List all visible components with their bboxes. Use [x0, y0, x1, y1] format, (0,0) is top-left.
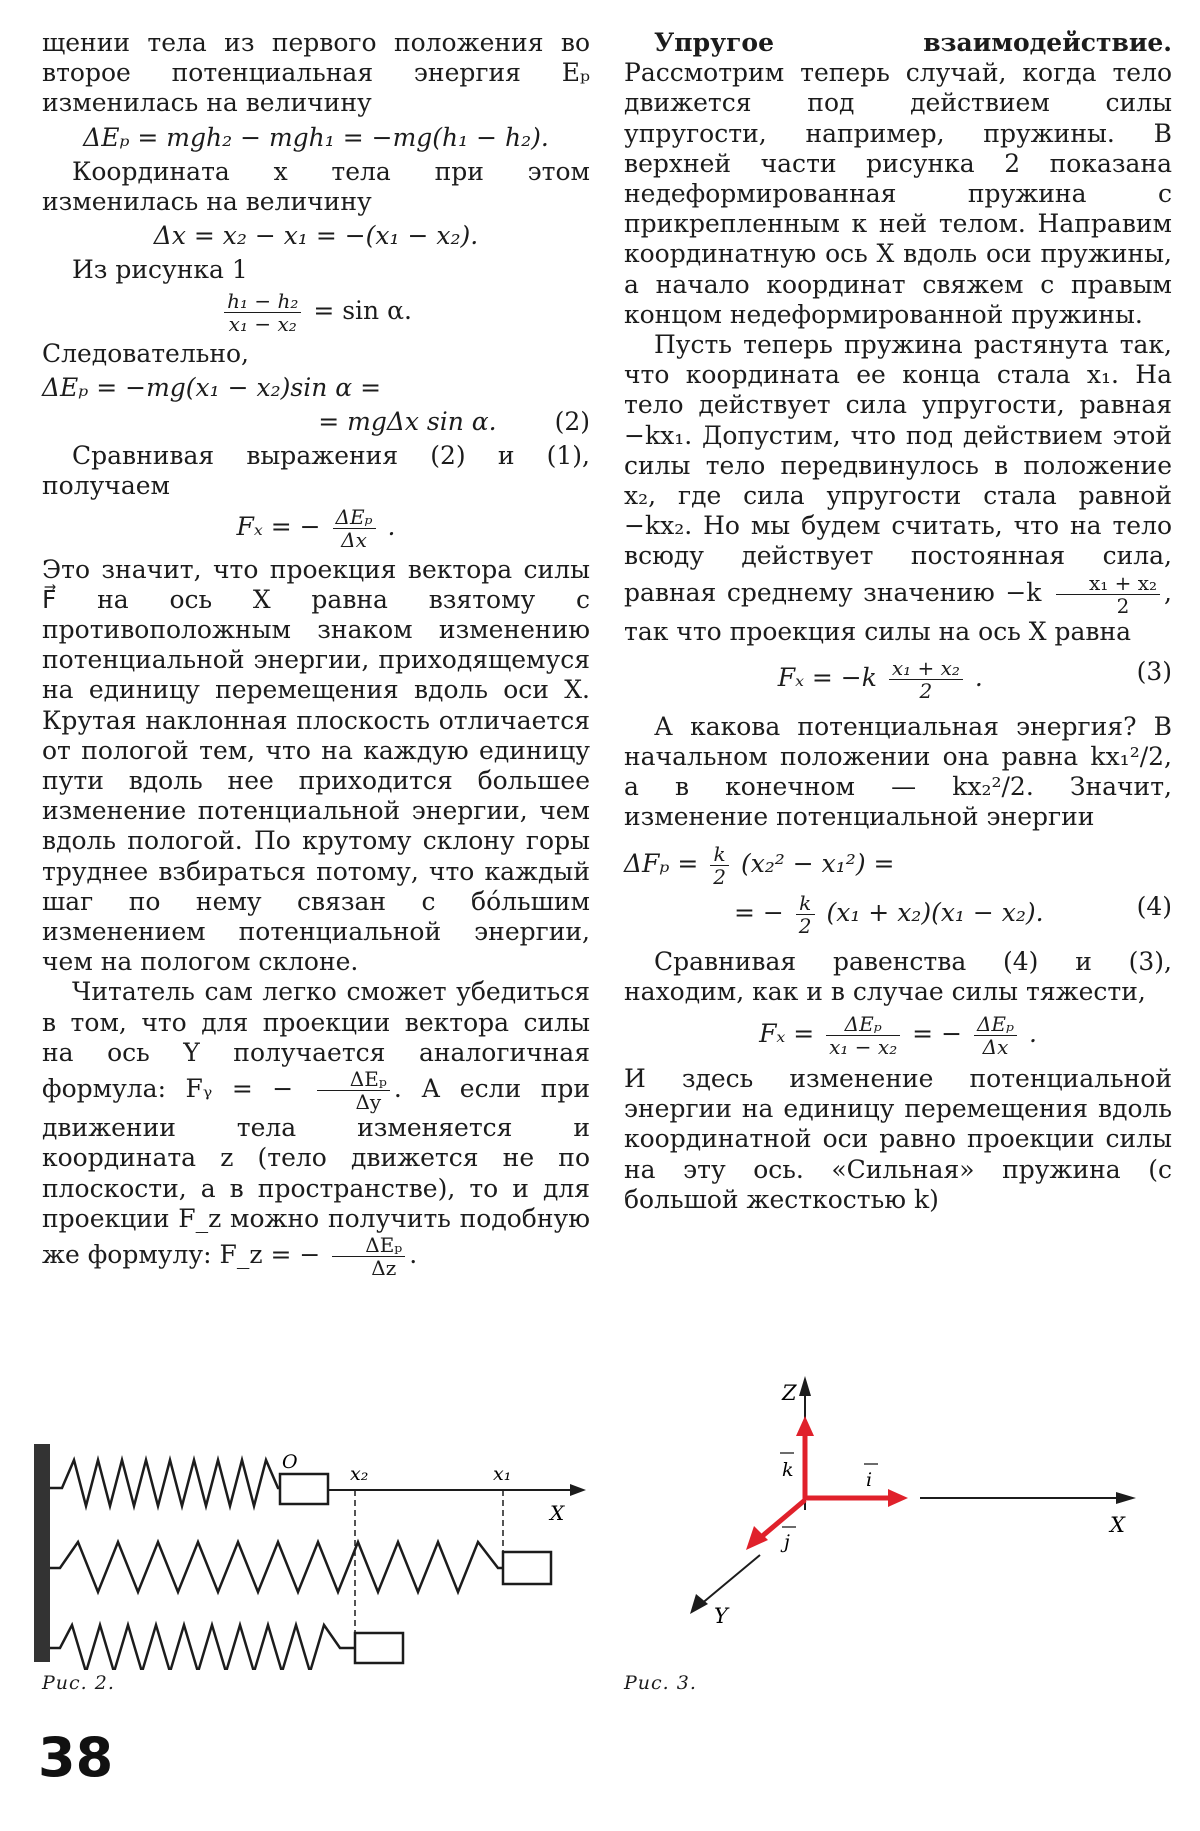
spring-undeformed: [50, 1460, 280, 1506]
z-axis-arrowhead: [799, 1376, 811, 1396]
block-2: [503, 1552, 551, 1584]
vector-j-arrowhead: [746, 1526, 768, 1550]
left-paragraph-5: Сравнивая выражения (2) и (1), получаем: [42, 441, 590, 501]
figure-2-caption: Рис. 2.: [42, 1672, 115, 1694]
label-j: j: [784, 1531, 790, 1553]
equation-label-2: (2): [554, 407, 590, 437]
y-axis-arrowhead: [690, 1594, 708, 1614]
equation-4-line-1: ΔFₚ = $\frac{k}{2}$ (x₂² − x₁²) =: [624, 841, 895, 889]
spring-intermediate: [50, 1625, 355, 1670]
equation-4-line-2: = − $\frac{k}{2}$ (x₁ + x₂)(x₁ − x₂). (4): [734, 890, 1172, 938]
equation-3: Fₓ = −k $\frac{\text{x₁ + x₂}}{2}$ . (3): [777, 655, 1172, 703]
figure-3-basis-vectors: [680, 1360, 1160, 1660]
right-paragraph-1: Упругое взаимодействие. Рассмотрим теперь случай, когда тело движется под действием силы упругости, например, пружины. В верхней части рисунка 2 показана недеформированная пружина с прикрепленным к ней телом. Направим координатную ось X вдоль оси пружины, а начало координат свяжем с правым концом недеформированной пружины.: [624, 28, 1172, 329]
spring-stretched: [50, 1542, 503, 1592]
wall: [34, 1444, 50, 1662]
equation-label-3: (3): [1136, 656, 1172, 686]
label-x2: x₂: [350, 1463, 369, 1485]
equation-fx: Fₓ = − $\frac{\text{ΔEₚ}}{\Delta x}$ .: [236, 504, 396, 552]
label-i: i: [866, 1469, 873, 1491]
equation-label-4: (4): [1136, 891, 1172, 921]
left-paragraph-6: Это значит, что проекция вектора силы F⃗ на ось X равна взятому с противоположным знаком изменению потенциальной энергии, приходящемуся на единицу перемещения вдоль оси X. Крутая наклонная плоскость отличается от пологой тем, что на каждую единицу пути вдоль нее приходится большее изменение потенциальной энергии, чем вдоль пологой. По крутому склону горы труднее взбираться потому, что каждый шаг по нему связан с бо́льшим изменением потенциальной энергии, чем на пологом склоне.: [42, 554, 590, 977]
label-origin: O: [282, 1451, 298, 1473]
label-Y: Y: [714, 1604, 728, 1628]
equation-2-line-1: ΔEₚ = −mg(x₁ − x₂)sin α =: [42, 372, 382, 402]
page-number: 38: [38, 1726, 114, 1789]
equation-2-line-2: = mgΔx sin α. (2): [318, 407, 590, 437]
right-paragraph-5: И здесь изменение потенциальной энергии на единицу перемещения вдоль координатной оси равно проекции силы на эту ось. «Сильная» пружина (с большой жесткостью k): [624, 1064, 1172, 1214]
x-axis-arrowhead: [1116, 1492, 1136, 1504]
label-Z: Z: [782, 1381, 797, 1405]
left-paragraph-2: Координата x тела при этом изменилась на величину: [42, 156, 590, 217]
block-1: [280, 1474, 328, 1504]
figure-2-springs: [30, 1440, 590, 1670]
left-paragraph-1: щении тела из первого положения во второе потенциальная энергия Eₚ изменилась на величину: [42, 28, 590, 118]
label-X: X: [1110, 1513, 1125, 1537]
equation-delta-ep: ΔEₚ = mgh₂ − mgh₁ = −mg(h₁ − h₂).: [83, 122, 549, 152]
equation-delta-x: Δx = x₂ − x₁ = −(x₁ − x₂).: [153, 221, 479, 251]
figure-3-caption: Рис. 3.: [624, 1672, 697, 1694]
section-heading-elastic: Упругое взаимодействие.: [654, 28, 1172, 57]
vector-i-arrowhead: [888, 1489, 908, 1507]
right-paragraph-4: Сравнивая равенства (4) и (3), находим, как и в случае силы тяжести,: [624, 946, 1172, 1006]
left-column: [42, 28, 590, 1279]
vector-k-arrowhead: [796, 1416, 814, 1436]
left-paragraph-3: Из рисунка 1: [72, 255, 248, 285]
right-column: [624, 28, 1172, 1215]
vector-j: [760, 1500, 805, 1538]
left-paragraph-4: Следовательно,: [42, 338, 250, 368]
equation-sin-alpha: $\frac{\text{h₁ − h₂}}{\text{x₁ − x₂}}$ = sin α.: [42, 290, 590, 335]
label-x1: x₁: [493, 1463, 512, 1485]
label-k: k: [782, 1459, 794, 1481]
right-paragraph-2: Пусть теперь пружина растянута так, что координата ее конца стала x₁. На тело действует сила упругости, равная −kx₁. Допустим, что под действием этой силы тело передвинулось в положение x₂, где сила упругости стала равной −kx₂. Но мы будем считать, что на тело всюду действует постоянная сила, равная среднему значению −k $\frac{\text{x₁ + x₂}}{2}$ , так что проекция силы на ось X равна: [624, 330, 1172, 646]
x-axis-arrowhead: [570, 1484, 586, 1496]
block-3: [355, 1633, 403, 1663]
right-paragraph-3: А какова потенциальная энергия? В начальном положении она равна kx₁²/2, а в конечном — kx₂²/2. Значит, изменение потенциальной энергии: [624, 711, 1172, 832]
y-axis-line: [700, 1555, 760, 1605]
left-paragraph-7: Читатель сам легко сможет убедиться в том, что для проекции вектора силы на ось Y получается аналогичная формула: Fᵧ = − $\frac{\text{ΔEₚ}}{\Delta y}$ . А если при движении тела изменяется и координата z (тело движется не по плоскости, а в пространстве), то и для проекции F_z можно получить подобную же формулу: F_z = − $\frac{\text{ΔEₚ}}{\Delta z}$ .: [42, 977, 591, 1280]
label-X: X: [550, 1501, 565, 1525]
equation-5: Fₓ = $\frac{\text{ΔEₚ}}{\text{x₁ − x₂}}$ = − $\frac{\text{ΔEₚ}}{\Delta x}$ .: [759, 1012, 1037, 1060]
